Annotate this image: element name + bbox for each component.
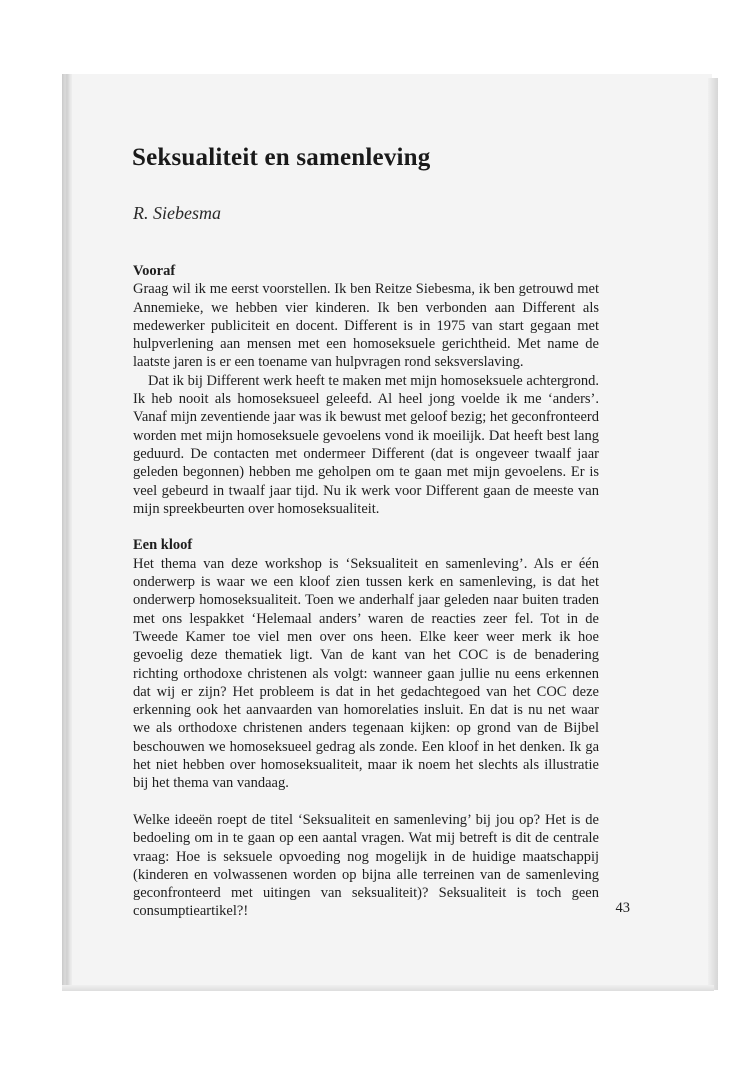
page-bottom-edge (62, 985, 714, 991)
page-spine (62, 74, 72, 990)
article-body (133, 262, 599, 921)
section-heading-een-kloof: Een kloof (133, 537, 193, 554)
article-title: Seksualiteit en samenleving (132, 144, 431, 171)
paragraph: Dat ik bij Different werk heeft te maken met mijn homoseksuele achtergrond. Ik heb nooit als homoseksueel geleefd. Al heel jong voelde ik me ‘anders’. Vanaf mijn zeventiende jaar was ik bewust met geloof bezig; het geconfronteerd worden met mijn homoseksuele gevoelens vond ik moeilijk. Dat heeft best lang geduurd. De contacten met ondermeer Different (dat is ongeveer twaalf jaar geleden begonnen) hebben me geholpen om te gaan met mijn gevoelens. Er is veel gebeurd in twaalf jaar tijd. Nu ik werk voor Different gaan de meeste van mijn spreekbeurten over homoseksualiteit. (133, 372, 599, 517)
paragraph: Welke ideeën roept de titel ‘Seksualiteit en samenleving’ bij jou op? Het is de bedoeling om in te gaan op een aantal vragen. Wat mij betreft is dit de centrale vraag: Hoe is seksuele opvoeding nog mogelijk in de huidige maatschappij (kinderen en volwassenen worden op bijna alle terreinen van de samenleving geconfronteerd met uitingen van seksualiteit)? Seksualiteit is toch geen consumptieartikel?! (133, 811, 599, 920)
paragraph: Het thema van deze workshop is ‘Seksualiteit en samenleving’. Als er één onderwerp is waar we een kloof zien tussen kerk en samenleving, is dat het onderwerp homoseksualiteit. Toen we anderhalf jaar geleden naar buiten traden met ons lespakket ‘Helemaal anders’ waren de reacties zeer fel. Tot in de Tweede Kamer toe viel men over ons heen. Elke keer weer merk ik hoe gevoelig deze thematiek ligt. Van de kant van het COC is de benadering richting orthodoxe christenen als volgt: wanneer gaan jullie nu eens erkennen dat wij er zijn? Het probleem is dat in het gedachtegoed van het COC deze erkenning ook het aanvaarden van homorelaties insluit. En dat is nu net waar we als orthodoxe christenen anders tegenaan kijken: op grond van de Bijbel beschouwen we homoseksueel gedrag als zonde. Een kloof in het denken. Ik ga het niet hebben over homoseksualiteit, maar ik noem het slechts als illustratie bij het thema van vandaag. (133, 555, 599, 792)
section-heading-vooraf: Vooraf (133, 263, 176, 279)
page-edge (708, 78, 718, 990)
article-author: R. Siebesma (133, 203, 221, 223)
paragraph: Graag wil ik me eerst voorstellen. Ik ben Reitze Siebesma, ik ben getrouwd met Annemieke, we hebben vier kinderen. Ik ben verbonden aan Different als medewerker publiciteit en docent. Different is in 1975 van start gegaan met hulpverlening aan mensen met een homoseksuele gerichtheid. Met name de laatste jaren is er een toename van hulpvragen rond seksverslaving. (133, 281, 599, 371)
page-number: 43 (615, 900, 630, 916)
